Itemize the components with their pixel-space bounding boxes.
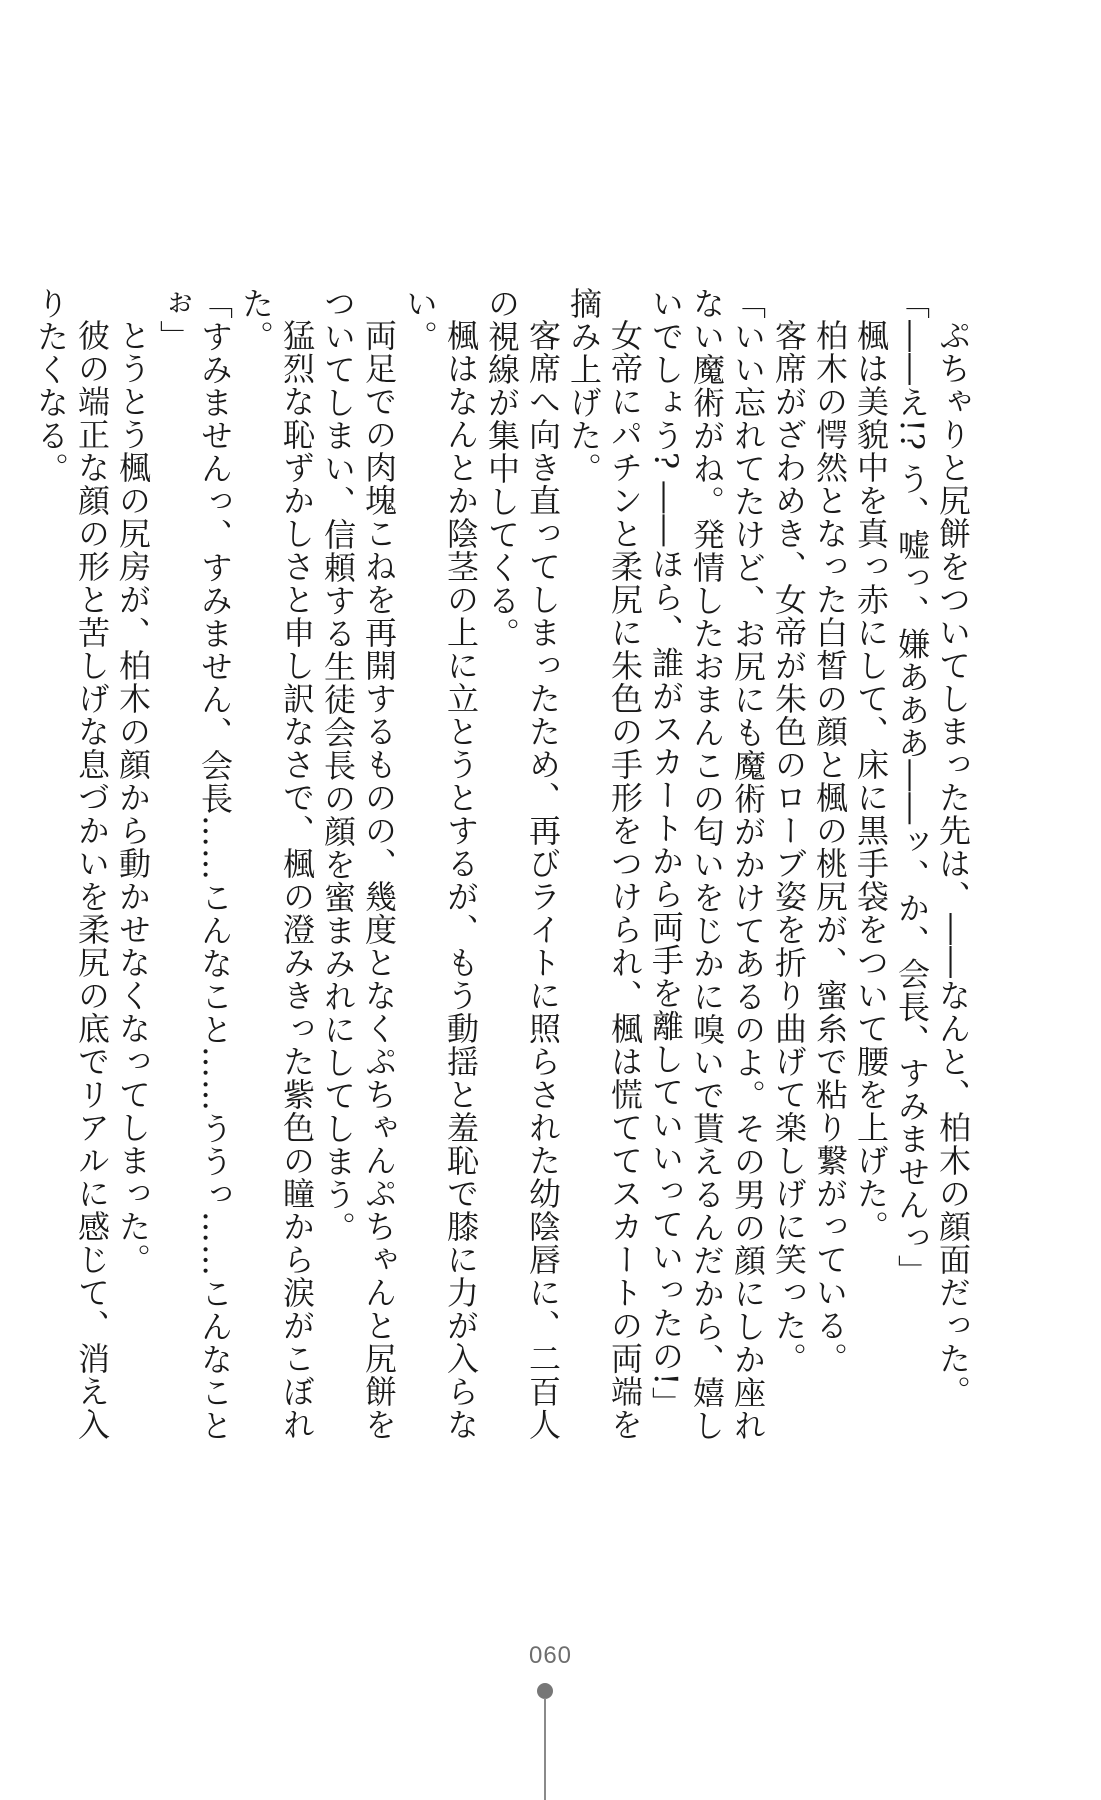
folio-divider-line: [544, 1698, 546, 1800]
dialogue-paragraph: 「――え!? う、嘘っ、嫌あああ――ッ、か、会長、すみませんっ」: [893, 287, 931, 1288]
paragraph: 客席へ向き直ってしまったため、再びライトに照らされた幼陰唇に、二百人の視線が集中してくる。: [483, 287, 562, 1441]
paragraph: 客席がざわめき、女帝が朱色のローブ姿を折り曲げて楽しげに笑った。: [770, 319, 808, 1375]
paragraph: 両足での肉塊こねを再開するものの、幾度となくぷちゃんぷちゃんと尻餅をついてしまい、信頼する生徒会長の顔を蜜まみれにしてしまう。: [319, 287, 398, 1441]
page-number: 060: [528, 1642, 573, 1669]
paragraph: ぷちゃりと尻餅をついてしまった先は、――なんと、柏木の顔面だった。: [934, 319, 972, 1408]
paragraph: 柏木の愕然となった白皙の顔と楓の桃尻が、蜜糸で粘り繋がっている。: [811, 319, 849, 1375]
paragraph: 楓は美貌中を真っ赤にして、床に黒手袋をついて腰を上げた。: [852, 319, 890, 1243]
paragraph: とうとう楓の尻房が、柏木の顔から動かせなくなってしまった。: [114, 319, 152, 1276]
vertical-text-body: [30, 287, 973, 1467]
paragraph: 彼の端正な顔の形と苦しげな息づかいを柔尻の底でリアルに感じて、消え入りたくなる。: [32, 287, 111, 1441]
folio-dot-icon: [537, 1683, 553, 1699]
paragraph: 楓はなんとか陰茎の上に立とうとするが、もう動揺と羞恥で膝に力が入らない。: [401, 287, 480, 1441]
paragraph: 女帝にパチンと柔尻に朱色の手形をつけられ、楓は慌ててスカートの両端を摘み上げた。: [565, 287, 644, 1441]
dialogue-paragraph: 「すみませんっ、すみません、会長……こんなこと……ううっ……こんなことぉ」: [155, 287, 234, 1442]
dialogue-paragraph: 「いい忘れてたけど、お尻にも魔術がかけてあるのよ。その男の顔にしか座れない魔術がね。発情したおまんこの匂いをじかに嗅いで貰えるんだから、嬉しいでしょう? ――ほら、誰がスカートから両手を離していいっていったの!」: [647, 287, 767, 1442]
paragraph: 猛烈な恥ずかしさと申し訳なさで、楓の澄みきった紫色の瞳から涙がこぼれた。: [237, 287, 316, 1441]
